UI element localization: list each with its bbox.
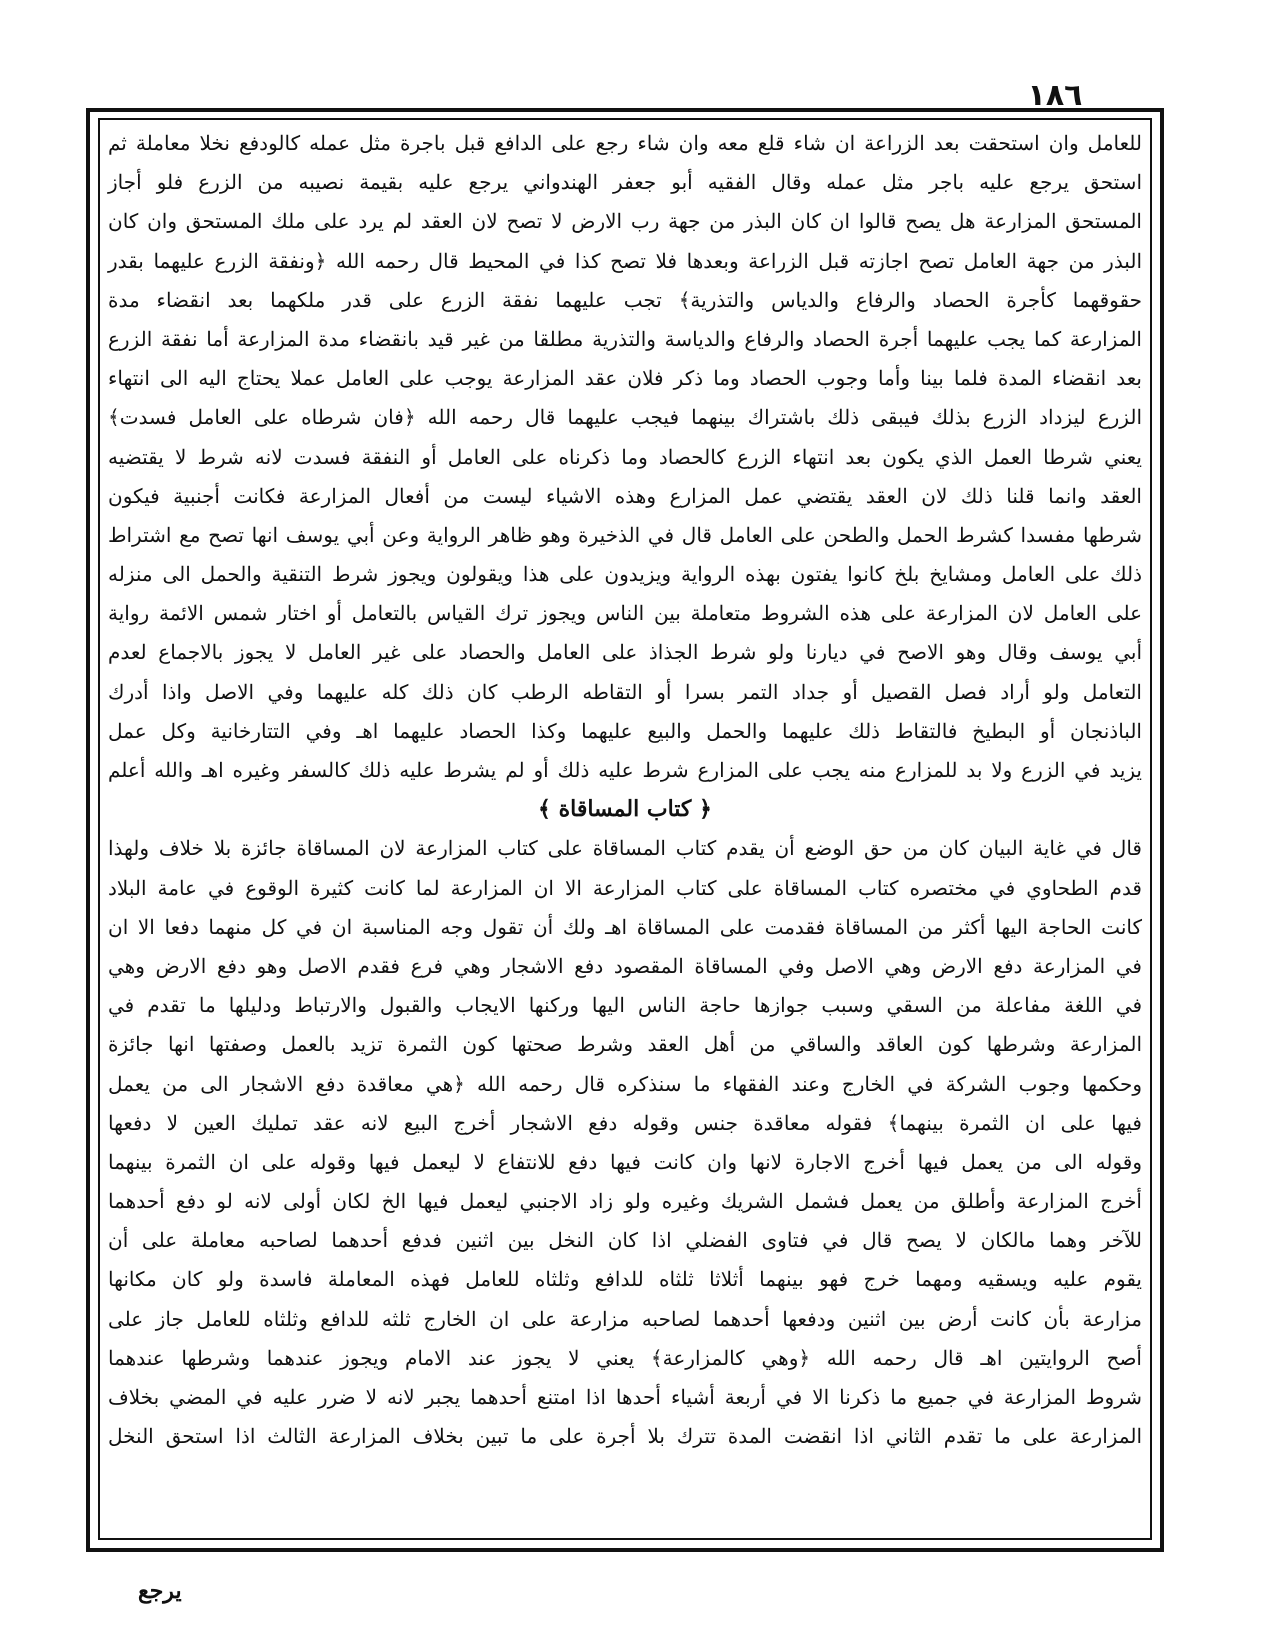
text-line: المزارعة كما يجب عليهما أجرة الحصاد والرفاع والدياسة والتذرية مطلقا من غير قيد بانقضاء مدة المزارعة أما نفقة الزرع (108, 326, 1142, 351)
page-number: ١٨٦ (1027, 78, 1083, 113)
text-line: قدم الطحاوي في مختصره كتاب المساقاة على كتاب المزارعة الا ان المزارعة لما كانت كثيرة الوقوع في عامة البلاد (108, 875, 1142, 900)
text-line: وحكمها وجوب الشركة في الخارج وعند الفقهاء ما سنذكره قال رحمه الله ﴿هي معاقدة دفع الاشجار الى من يعمل (108, 1071, 1142, 1096)
text-line: استحق يرجع عليه باجر مثل عمله وقال الفقيه أبو جعفر الهندواني يرجع عليه بقيمة نصيبه من الزرع فلو أجاز (108, 170, 1142, 195)
text-line: بعد انقضاء المدة فلما بينا وأما وجوب الحصاد وما ذكر فلان عقد المزارعة يوجب على العامل عملا يحتاج اليه الى انتهاء (108, 366, 1142, 391)
text-line: في اللغة مفاعلة من السقي وسبب جوازها حاجة الناس اليها وركنها الايجاب والقبول والارتباط ودليلها ما تقدم في (108, 993, 1142, 1018)
text-line: المستحق المزارعة هل يصح قالوا ان كان البذر من جهة رب الارض لا تصح لان العقد لم يرد على ملك المستحق وان كان (108, 209, 1142, 234)
text-line: أصح الروايتين اهـ قال رحمه الله ﴿وهي كالمزارعة﴾ يعني لا يجوز عند الامام ويجوز عندهما وشرطها عندهما (108, 1345, 1142, 1370)
text-line: المزارعة على ما تقدم الثاني اذا انقضت المدة تترك بلا أجرة على ما تبين بخلاف المزارعة الثالث اذا استحق النخل (108, 1424, 1143, 1449)
text-line: شرطها مفسدا كشرط الحمل والطحن على العامل قال في الذخيرة وهو ظاهر الرواية وعن أبي يوسف انها تصح مع اشتراط (108, 522, 1142, 547)
text-line: العقد وانما قلنا ذلك لان العقد يقتضي عمل المزارع وهذه الاشياء ليست من أفعال المزارعة فكانت أجنبية فيكون (108, 483, 1142, 508)
text-line: حقوقهما كأجرة الحصاد والرفاع والدياس والتذرية﴾ تجب عليهما نفقة الزرع على قدر ملكهما بعد انقضاء مدة (108, 287, 1142, 312)
text-line: الزرع ليزداد الزرع بذلك فيبقى ذلك باشتراك بينهما فيجب عليهما قال رحمه الله ﴿فان شرطاه على العامل فسدت﴾ (108, 405, 1142, 430)
text-line: المزارعة وشرطها كون العاقد والساقي من أهل العقد وشرط صحتها كون الثمرة تزيد بالعمل وصفتها انها جائزة (108, 1032, 1142, 1057)
text-line: للآخر وهما مالكان لا يصح قال في فتاوى الفضلي اذا كان النخل بين اثنين فدفع أحدهما لصاحبه معاملة على أن (108, 1228, 1142, 1253)
text-line: كانت الحاجة اليها أكثر من المساقاة فقدمت على المساقاة اهـ ولك أن تقول وجه المناسبة ان في كل منهما دفعا الا ان (108, 914, 1143, 939)
text-line: على العامل لان المزارعة على هذه الشروط متعاملة بين الناس ويجوز ترك القياس بالتعامل أو اختار شمس الائمة رواية (108, 601, 1142, 626)
text-line: يزيد في الزرع ولا بد للمزارع منه يجب على المزارع شرط عليه ذلك أو لم يشرط عليه ذلك كالسفر وغيره اهـ والله أعلم (108, 758, 1142, 782)
text-line: أخرج المزارعة وأطلق من يعمل فشمل الشريك وغيره ولو زاد الاجنبي ليعمل فيها الخ لكان أولى لانه لو دفع أحدهما (108, 1189, 1142, 1214)
catchword: يرجع (138, 1578, 182, 1604)
text-line: للعامل وان استحقت بعد الزراعة ان شاء قلع معه وان شاء رجع على الدافع قبل باجرة مثل عمله كالودفع نخلا معاملة ثم (108, 131, 1142, 155)
text-line: في المزارعة دفع الارض وهي الاصل وفي المساقاة المقصود دفع الاشجار وهي فرع فقدم الاصل وهو دفع الارض وهي (108, 953, 1142, 978)
text-line: الباذنجان أو البطيخ فالتقاط ذلك عليهما والحمل والبيع عليهما وكذا الحصاد عليهما اهـ وفي التتارخانية وكل عمل (108, 718, 1142, 743)
text-line: فيها على ان الثمرة بينهما﴾ فقوله معاقدة جنس وقوله دفع الاشجار أخرج البيع لانه عقد تمليك العين لا دفعها (108, 1110, 1142, 1135)
text-line: ذلك على العامل ومشايخ بلخ كانوا يفتون بهذه الرواية ويزيدون على هذا ويقولون ويجوز شرط التنقية والحمل الى منزله (108, 562, 1142, 587)
text-line: يقوم عليه ويسقيه ومهما خرج فهو بينهما أثلاثا ثلثاه للدافع وثلثاه للعامل فهذه المعاملة فاسدة ولو كان مكانها (108, 1267, 1142, 1292)
text-line: وقوله الى من يعمل فيها أخرج الاجارة لانها وان كانت فيها دفع للانتفاع لا ليعمل فيها وقوله على ان الثمرة بينهما (108, 1149, 1142, 1174)
text-line: شروط المزارعة في جميع ما ذكرنا الا في أربعة أشياء أحدها اذا امتنع أحدهما يجبر لانه لا ضرر عليه في المضي بخلاف (108, 1385, 1142, 1409)
text-line: مزارعة بأن كانت أرض بين اثنين ودفعها أحدهما لصاحبه مزارعة على ان الخارج ثلثه للدافع وثلثاه للعامل جاز على (108, 1306, 1142, 1331)
text-line: أبي يوسف وقال وهو الاصح في ديارنا ولو شرط الجذاذ على العامل والحصاد على غير العامل لا يجوز بالاجماع لعدم (108, 640, 1142, 665)
text-line: قال في غاية البيان كان من حق الوضع أن يقدم كتاب المساقاة على كتاب المزارعة لان المساقاة جائزة بلا خلاف ولهذا (108, 836, 1142, 861)
text-line: يعني شرطا العمل الذي يكون بعد انتهاء الزرع كالحصاد وما ذكرناه على العامل أو النفقة فسدت لانه شرط لا يقتضيه (108, 444, 1143, 469)
chapter-heading: ﴿ كتاب المساقاة ﴾ (538, 796, 712, 823)
text-line: البذر من جهة العامل تصح اجازته قبل الزراعة وبعدها فلا تصح كذا في المحيط قال رحمه الله ﴿ونفقة الزرع عليهما بقدر (108, 248, 1142, 273)
text-line: التعامل ولو أراد فصل القصيل أو جداد التمر بسرا أو التقاطه الرطب كان ذلك كله عليهما وفي الاصل واذا أدرك (108, 679, 1142, 704)
text-block (104, 124, 1146, 1534)
